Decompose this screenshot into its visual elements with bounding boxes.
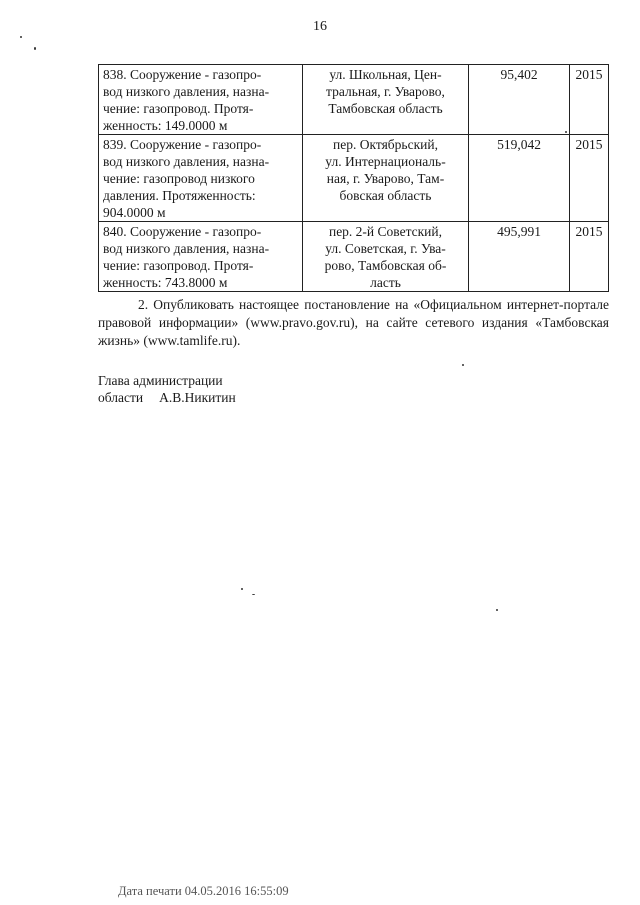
value-cell: 495,991 xyxy=(469,222,570,292)
address-line: ная, г. Уварово, Там- xyxy=(326,171,445,186)
object-name-line: вод низкого давления, назна- xyxy=(103,154,270,169)
scan-speck xyxy=(252,594,255,595)
year-cell: 2015 xyxy=(570,222,609,292)
object-name-cell xyxy=(99,222,303,292)
table-row xyxy=(99,222,609,292)
object-name-cell xyxy=(99,65,303,135)
object-name-line: женность: 743.8000 м xyxy=(103,275,228,290)
page-number: 16 xyxy=(313,19,327,34)
signature-title-line1: Глава администрации xyxy=(98,373,223,388)
address-cell xyxy=(303,222,469,292)
signature-title-line2: области xyxy=(98,390,144,405)
address-line: пер. 2-й Советский, xyxy=(328,224,443,239)
address-line: пер. Октябрьский, xyxy=(333,137,438,152)
address-line: Тамбовская область xyxy=(328,101,443,116)
object-name-line: вод низкого давления, назна- xyxy=(103,84,270,99)
address-line: ул. Интернациональ- xyxy=(325,154,446,169)
address-cell xyxy=(303,65,469,135)
value-cell: 95,402 xyxy=(469,65,570,135)
scan-speck xyxy=(496,609,498,611)
property-table-body xyxy=(99,65,609,292)
object-name-line: чение: газопровод. Протя- xyxy=(103,101,254,116)
scan-speck xyxy=(241,588,243,590)
address-line: ул. Советская, г. Ува- xyxy=(325,241,446,256)
address-line: тральная, г. Уварово, xyxy=(326,84,445,99)
address-line: рово, Тамбовская об- xyxy=(324,258,447,273)
object-name-line: вод низкого давления, назна- xyxy=(103,241,270,256)
value-cell: 519,042 xyxy=(469,135,570,222)
print-date-footer: Дата печати 04.05.2016 16:55:09 xyxy=(118,884,289,898)
object-name-line: давления. Протяженность: xyxy=(103,188,256,203)
object-name-line: 838. Сооружение - газопро- xyxy=(103,67,262,82)
object-name-line: чение: газопровод. Протя- xyxy=(103,258,254,273)
object-name-cell xyxy=(99,135,303,222)
scan-speck xyxy=(34,47,36,50)
year-cell: 2015 xyxy=(570,135,609,222)
scan-speck xyxy=(20,36,22,38)
object-name-line: 839. Сооружение - газопро- xyxy=(103,137,262,152)
object-name-line: 904.0000 м xyxy=(103,205,166,220)
signature-block xyxy=(98,372,236,406)
object-name-line: женность: 149.0000 м xyxy=(103,118,228,133)
scan-speck xyxy=(462,364,464,366)
property-table xyxy=(98,64,609,292)
table-row xyxy=(99,65,609,135)
scan-speck xyxy=(565,131,567,133)
year-cell: 2015 xyxy=(570,65,609,135)
address-line: бовская область xyxy=(339,188,432,203)
address-line: ул. Школьная, Цен- xyxy=(329,67,442,82)
signature-name: А.В.Никитин xyxy=(159,390,236,405)
table-row xyxy=(99,135,609,222)
address-cell xyxy=(303,135,469,222)
signature-title-line2-row xyxy=(98,389,236,406)
publication-paragraph: 2. Опубликовать настоящее постановление на «Официальном интернет-портале правовой информации» (www.pravo.gov.ru), на сайте сетевого издания «Тамбовская жизнь» (www.tamlife.ru). xyxy=(98,297,609,348)
object-name-line: чение: газопровод низкого xyxy=(103,171,255,186)
object-name-line: 840. Сооружение - газопро- xyxy=(103,224,262,239)
address-line: ласть xyxy=(370,275,401,290)
